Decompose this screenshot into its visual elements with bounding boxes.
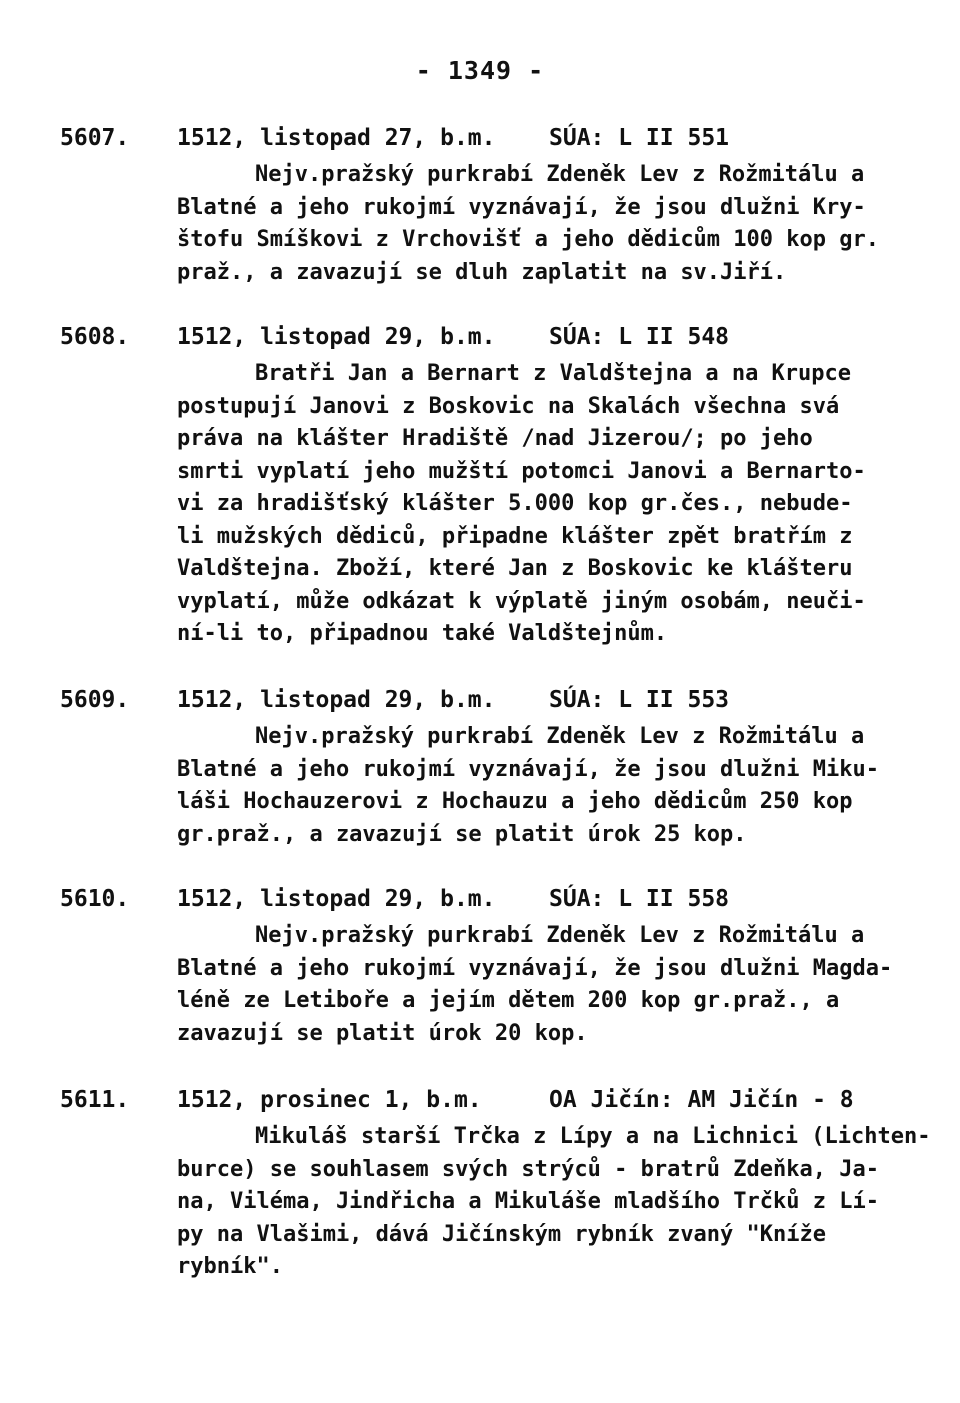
text-line: práva na klášter Hradiště /nad Jizerou/; po jeho — [177, 426, 813, 451]
text-line: praž., a zavazují se dluh zaplatit na sv.Jiří. — [177, 259, 787, 285]
entry-text — [177, 920, 893, 1050]
text-line: burce) se souhlasem svých strýců - bratrů Zdeňka, Ja- — [177, 1156, 879, 1182]
text-line: Nejv.pražský purkrabí Zdeněk Lev z Rožmitálu a — [255, 923, 865, 948]
entry-date: 1512, prosinec 1, b.m. — [177, 1087, 482, 1113]
text-line: Blatné a jeho rukojmí vyznávají, že jsou dlužni Magda- — [177, 955, 893, 981]
entry-number: 5610. — [60, 886, 130, 912]
text-line: štofu Smíškovi z Vrchovišť a jeho dědicům 100 kop gr. — [177, 227, 879, 252]
text-line: léně ze Letiboře a jejím dětem 200 kop gr.praž., a — [177, 988, 840, 1013]
text-line: Bratři Jan a Bernart z Valdštejna a na Krupce — [255, 361, 852, 386]
text-line: py na Vlašimi, dává Jičínským rybník zvaný "Kníže — [177, 1221, 827, 1247]
text-line: li mužských dědiců, připadne klášter zpět bratřím z — [177, 523, 853, 549]
text-line: láši Hochauzerovi z Hochauzu a jeho dědicům 250 kop — [177, 789, 853, 814]
text-line: Mikuláš starší Trčka z Lípy a na Lichnici (Lichten- — [255, 1124, 931, 1149]
text-line: gr.praž., a zavazují se platit úrok 25 kop. — [177, 821, 747, 847]
text-line: Blatné a jeho rukojmí vyznávají, že jsou dlužni Kry- — [177, 194, 866, 220]
entry-source: SÚA: L II 548 — [549, 324, 730, 350]
entry-source: SÚA: L II 553 — [549, 687, 730, 713]
entry-header — [177, 125, 729, 151]
entry-text — [177, 1121, 931, 1284]
entry-number: 5608. — [60, 324, 130, 350]
entry-text — [177, 358, 877, 651]
entry-number: 5611. — [60, 1087, 130, 1113]
entry-source: OA Jičín: AM Jičín - 8 — [549, 1087, 854, 1113]
text-line: vi za hradišťský klášter 5.000 kop gr.čes., nebude- — [177, 491, 853, 516]
entry-header — [177, 324, 729, 350]
entry-text — [177, 159, 877, 289]
text-line: Nejv.pražský purkrabí Zdeněk Lev z Rožmitálu a — [255, 162, 865, 187]
page-number: - 1349 - — [415, 56, 545, 85]
text-line: rybník". — [177, 1254, 283, 1279]
text-line: na, Viléma, Jindřicha a Mikuláše mladšího Trčků z Lí- — [177, 1189, 879, 1214]
text-line: smrti vyplatí jeho mužští potomci Janovi a Bernarto- — [177, 458, 866, 484]
entry-header — [177, 886, 729, 912]
entry-number: 5607. — [60, 125, 130, 151]
text-line: vyplatí, může odkázat k výplatě jiným osobám, neuči- — [177, 588, 866, 614]
entry-date: 1512, listopad 29, b.m. — [177, 886, 496, 912]
text-line: Nejv.pražský purkrabí Zdeněk Lev z Rožmitálu a — [255, 724, 865, 749]
entry-source: SÚA: L II 551 — [549, 125, 730, 151]
text-line: postupují Janovi z Boskovic na Skalách všechna svá — [177, 393, 840, 419]
entry-header — [177, 687, 729, 713]
entry-text — [177, 721, 877, 851]
entry-date: 1512, listopad 29, b.m. — [177, 687, 496, 713]
entry-date: 1512, listopad 29, b.m. — [177, 324, 496, 350]
entry-number: 5609. — [60, 687, 130, 713]
entry-source: SÚA: L II 558 — [549, 886, 730, 912]
text-line: Blatné a jeho rukojmí vyznávají, že jsou dlužni Miku- — [177, 756, 879, 782]
entry-header — [177, 1087, 854, 1113]
entry-date: 1512, listopad 27, b.m. — [177, 125, 496, 151]
text-line: Valdštejna. Zboží, které Jan z Boskovic ke klášteru — [177, 556, 853, 581]
text-line: zavazují se platit úrok 20 kop. — [177, 1020, 588, 1046]
text-line: ní-li to, připadnou také Valdštejnům. — [177, 621, 668, 646]
